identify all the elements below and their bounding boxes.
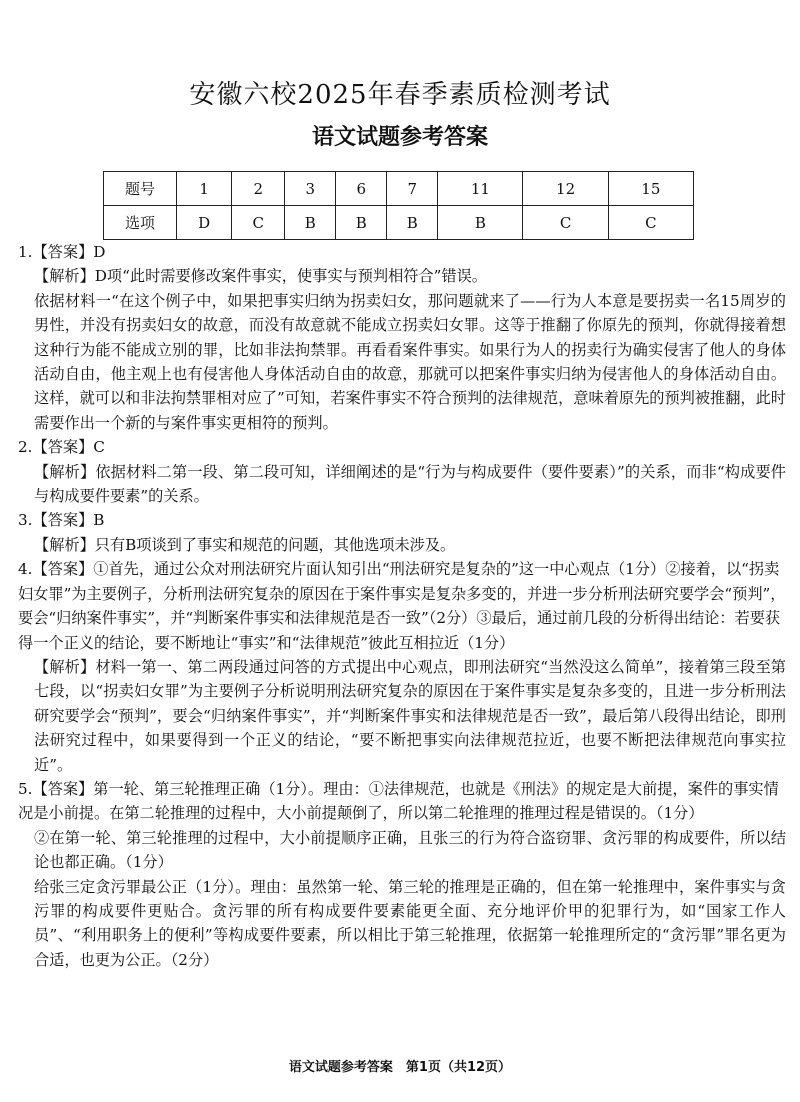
- answer-option-cell: B: [336, 206, 387, 240]
- item-number: 4.: [18, 560, 33, 579]
- answer-option-cell: B: [285, 206, 336, 240]
- row-label-option: 选项: [104, 206, 177, 240]
- question-number-cell: 1: [177, 172, 232, 206]
- page-title: 安徽六校2025年春季素质检测考试: [189, 80, 611, 110]
- answer-line: [18, 508, 786, 532]
- answer-line: [18, 777, 786, 826]
- answer-option-cell: D: [177, 206, 232, 240]
- question-number-cell: 2: [232, 172, 285, 206]
- analysis-paragraph: 给张三定贪污罪最公正（1分）。理由：虽然第一轮、第三轮的推理是正确的，但在第一轮推理中，案件事实与贪污罪的构成要件更贴合。贪污罪的所有构成要件要素能更全面、充分地评价甲的犯罪行为，如“国家工作人员”、“利用职务上的便利”等构成要件要素，所以相比于第三轮推理，依据第一轮推理所定的“贪污罪”罪名更为合适，也更为公正。（2分）: [34, 877, 786, 969]
- answer-option-cell: C: [608, 206, 693, 240]
- item-number: 5.: [18, 779, 33, 798]
- answer-explanations: [18, 240, 786, 972]
- item-number: 3.: [18, 511, 33, 530]
- page-subtitle: 语文试题参考答案: [311, 125, 488, 150]
- answer-text: 【答案】C: [32, 438, 105, 457]
- answer-option-cell: C: [523, 206, 608, 240]
- answer-option-cell: B: [387, 206, 438, 240]
- answer-line: [18, 557, 786, 655]
- answer-text: 【答案】D: [32, 243, 106, 261]
- item-number: 1.: [18, 243, 33, 261]
- answer-text: 【答案】B: [32, 511, 105, 530]
- analysis-paragraph: ②在第一轮、第三轮推理的过程中，大小前提顺序正确，且张三的行为符合盗窃罪、贪污罪的构成要件，所以结论也都正确。（1分）: [34, 828, 786, 872]
- answer-line: [18, 435, 786, 459]
- analysis-paragraph: 【解析】依据材料二第一段、第二段可知，详细阐述的是“行为与构成要件（要件要素）”的关系，而非“构成要件与构成要件要素”的关系。: [34, 462, 786, 506]
- row-label-number: 题号: [104, 172, 177, 206]
- answer-line: [18, 240, 786, 264]
- answer-table-number-row: [104, 172, 694, 206]
- analysis-paragraph: 【解析】只有B项谈到了事实和规范的问题，其他选项未涉及。: [34, 535, 456, 554]
- question-number-cell: 15: [608, 172, 693, 206]
- answer-text: 【答案】①首先，通过公众对刑法研究片面认知引出“刑法研究是复杂的”这一中心观点（1分）②接着，以“拐卖妇女罪”为主要例子，分析刑法研究复杂的原因在于案件事实是复杂多变的，并进一步分析刑法研究要学会“预判”，要会“归纳案件事实”，并“判断案件事实和法律规范是否一致”（2分）③最后，通过前几段的分析得出结论：若要获得一个正义的结论，要不断地让“事实”和“法律规范”彼此互相拉近（1分）: [18, 560, 786, 652]
- analysis-paragraph: 【解析】材料一第一、第二两段通过问答的方式提出中心观点，即刑法研究“当然没这么简单”，接着第三段至第七段，以“拐卖妇女罪”为主要例子分析说明刑法研究复杂的原因在于案件事实是复杂多变的，且进一步分析刑法研究要学会“预判”，要会“归纳案件事实”，并“判断案件事实和法律规范是否一致”，最后第八段得出结论，即刑法研究过程中，如果要得到一个正义的结论，“要不断把事实向法律规范拉近，也要不断把法律规范向事实拉近”。: [34, 657, 786, 774]
- answer-table: [103, 171, 694, 240]
- answer-option-cell: B: [438, 206, 523, 240]
- question-number-cell: 11: [438, 172, 523, 206]
- question-number-cell: 12: [523, 172, 608, 206]
- page-footer: 语文试题参考答案 第1页（共12页）: [288, 1060, 512, 1075]
- item-number: 2.: [18, 438, 33, 457]
- answer-table-option-row: [104, 206, 694, 240]
- answer-option-cell: C: [232, 206, 285, 240]
- analysis-paragraph: 【解析】D项“此时需要修改案件事实，使事实与预判相符合”错误。: [34, 267, 487, 286]
- question-number-cell: 6: [336, 172, 387, 206]
- analysis-paragraph: 依据材料一“在这个例子中，如果把事实归纳为拐卖妇女，那问题就来了——行为人本意是要拐卖一名15周岁的男性，并没有拐卖妇女的故意，而没有故意就不能成立拐卖妇女罪。这等于推翻了你原先的预判，你就得接着想这种行为能不能成立别的罪，比如非法拘禁罪。再看看案件事实。如果行为人的拐卖行为确实侵害了他人的身体活动自由，他主观上也有侵害他人身体活动自由的故意，那就可以把案件事实归纳为侵害他人的身体活动自由。这样，就可以和非法拘禁罪相对应了”可知，若案件事实不符合预判的法律规范，意味着原先的预判被推翻，此时需要作出一个新的与案件事实更相符的预判。: [34, 291, 786, 432]
- answer-text: 【答案】第一轮、第三轮推理正确（1分）。理由：①法律规范，也就是《刑法》的规定是大前提，案件的事实情况是小前提。在第二轮推理的过程中，大小前提颠倒了，所以第二轮推理的推理过程是错误的。（1分）: [18, 779, 779, 823]
- question-number-cell: 7: [387, 172, 438, 206]
- question-number-cell: 3: [285, 172, 336, 206]
